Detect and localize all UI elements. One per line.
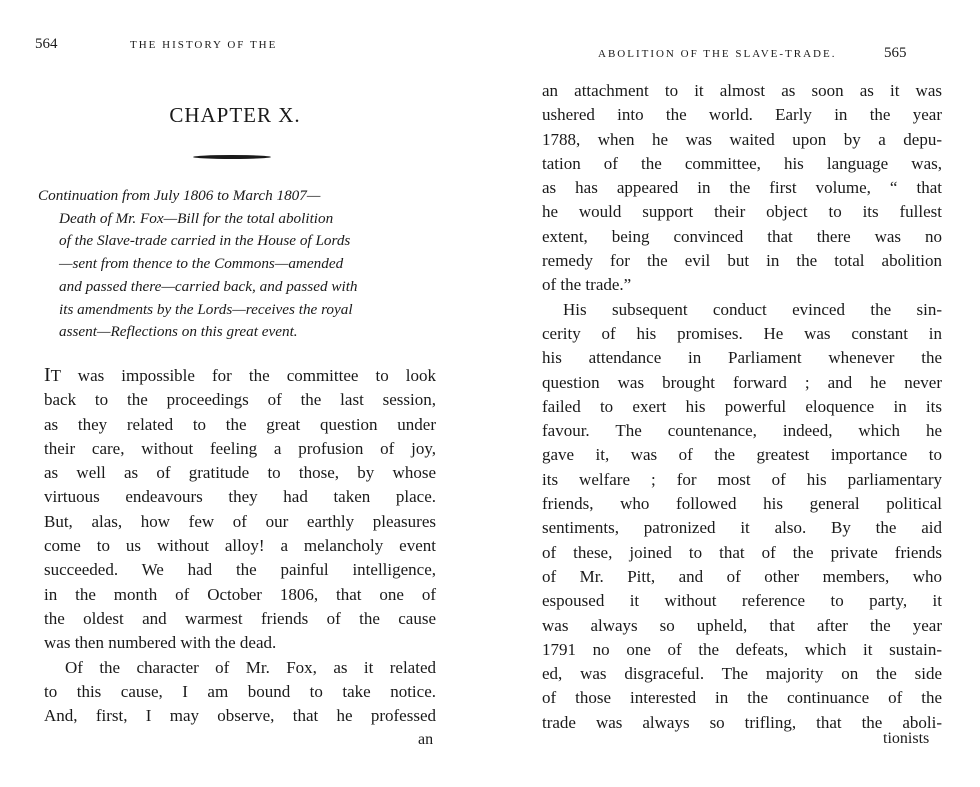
body-line [44,363,436,388]
body-line: succeeded. We had the painful intelligence, [44,560,436,580]
body-line: failed to exert his powerful eloquence in its [542,396,942,416]
summary-line: and passed there—carried back, and passed with [59,277,358,295]
body-line: their care, without feeling a profusion of joy, [44,438,436,458]
chapter-title: CHAPTER X. [169,103,301,127]
body-line: friends, who followed his general political [542,494,942,514]
body-line: His subsequent conduct evinced the sin- [563,299,942,319]
body-line: as they related to the great question under [44,414,436,434]
body-line: as well as of gratitude to those, by whose [44,463,436,483]
body-line: But, alas, how few of our earthly pleasures [44,511,436,531]
body-line: ed, was disgraceful. The majority on the side [542,664,942,684]
body-line: sentiments, patronized it also. By the aid [542,518,942,538]
body-line: come to us without alloy! a melancholy event [44,536,436,556]
body-line: as has appeared in the first volume, “ that [542,178,942,198]
running-head-right: ABOLITION OF THE SLAVE-TRADE. [598,48,837,60]
body-line: question was brought forward ; and he never [542,372,942,392]
body-line: of Mr. Pitt, and of other members, who [542,566,942,586]
body-line: 1791 no one of the defeats, which it sustain- [542,639,942,659]
body-line: was always so upheld, that after the year [542,615,942,635]
summary-line: Continuation from July 1806 to March 1807— [38,187,321,204]
body-line: Of the character of Mr. Fox, as it related [65,657,436,677]
body-line: was then numbered with the dead. [44,633,277,653]
body-line: of the trade.” [542,275,632,295]
body-line: of those interested in the continuance of the [542,688,942,708]
summary-line: —sent from thence to the Commons—amended [59,255,344,273]
chapter-summary [38,185,430,344]
right-body-text [542,79,942,735]
body-line: 1788, when he was waited upon by a depu- [542,129,942,149]
body-line: And, first, I may observe, that he professed [44,706,436,726]
body-line: favour. The countenance, indeed, which he [542,421,942,441]
summary-line: Death of Mr. Fox—Bill for the total abolition [59,209,334,227]
first-line-text: T was impossible for the committee to look [50,366,436,385]
running-head-left: THE HISTORY OF THE [130,39,278,51]
page-number-left: 564 [35,36,58,52]
body-line: his attendance in Parliament whenever the [542,348,942,368]
body-line: extent, being convinced that there was no [542,226,942,246]
body-line: ushered into the world. Early in the year [542,105,942,125]
body-line: an attachment to it almost as soon as it was [542,81,942,100]
right-page [520,0,980,787]
summary-line: assent—Reflections on this great event. [59,323,298,341]
ornamental-rule [193,155,271,159]
body-line: its welfare ; for most of his parliamentary [542,469,942,489]
body-line: in the month of October 1806, that one of [44,584,436,604]
body-line: he would support their object to its fullest [542,202,942,222]
drop-cap: I [44,364,51,386]
summary-line: its amendments by the Lords—receives the royal [59,300,353,318]
body-line: to this cause, I am bound to take notice. [44,681,436,701]
body-line: gave it, was of the greatest importance to [542,445,942,465]
catchword-left: an [418,731,434,748]
page-number-right: 565 [884,45,907,61]
summary-line: of the Slave-trade carried in the House of Lords [59,232,351,250]
body-line: tation of the committee, his language was, [542,153,942,173]
left-page [0,0,480,787]
left-body-text [44,363,436,728]
body-line: trade was always so trifling, that the aboli- [542,712,942,732]
body-line: espoused it without reference to party, it [542,591,942,611]
body-line: cerity of his promises. He was constant in [542,323,942,343]
body-line: virtuous endeavours they had taken place. [44,487,436,507]
body-line: remedy for the evil but in the total abolition [542,251,942,271]
body-line: back to the proceedings of the last session, [44,390,436,410]
body-line: the oldest and warmest friends of the cause [44,608,436,628]
catchword-right: tionists [883,730,930,747]
body-line: of these, joined to that of the private friends [542,542,942,562]
